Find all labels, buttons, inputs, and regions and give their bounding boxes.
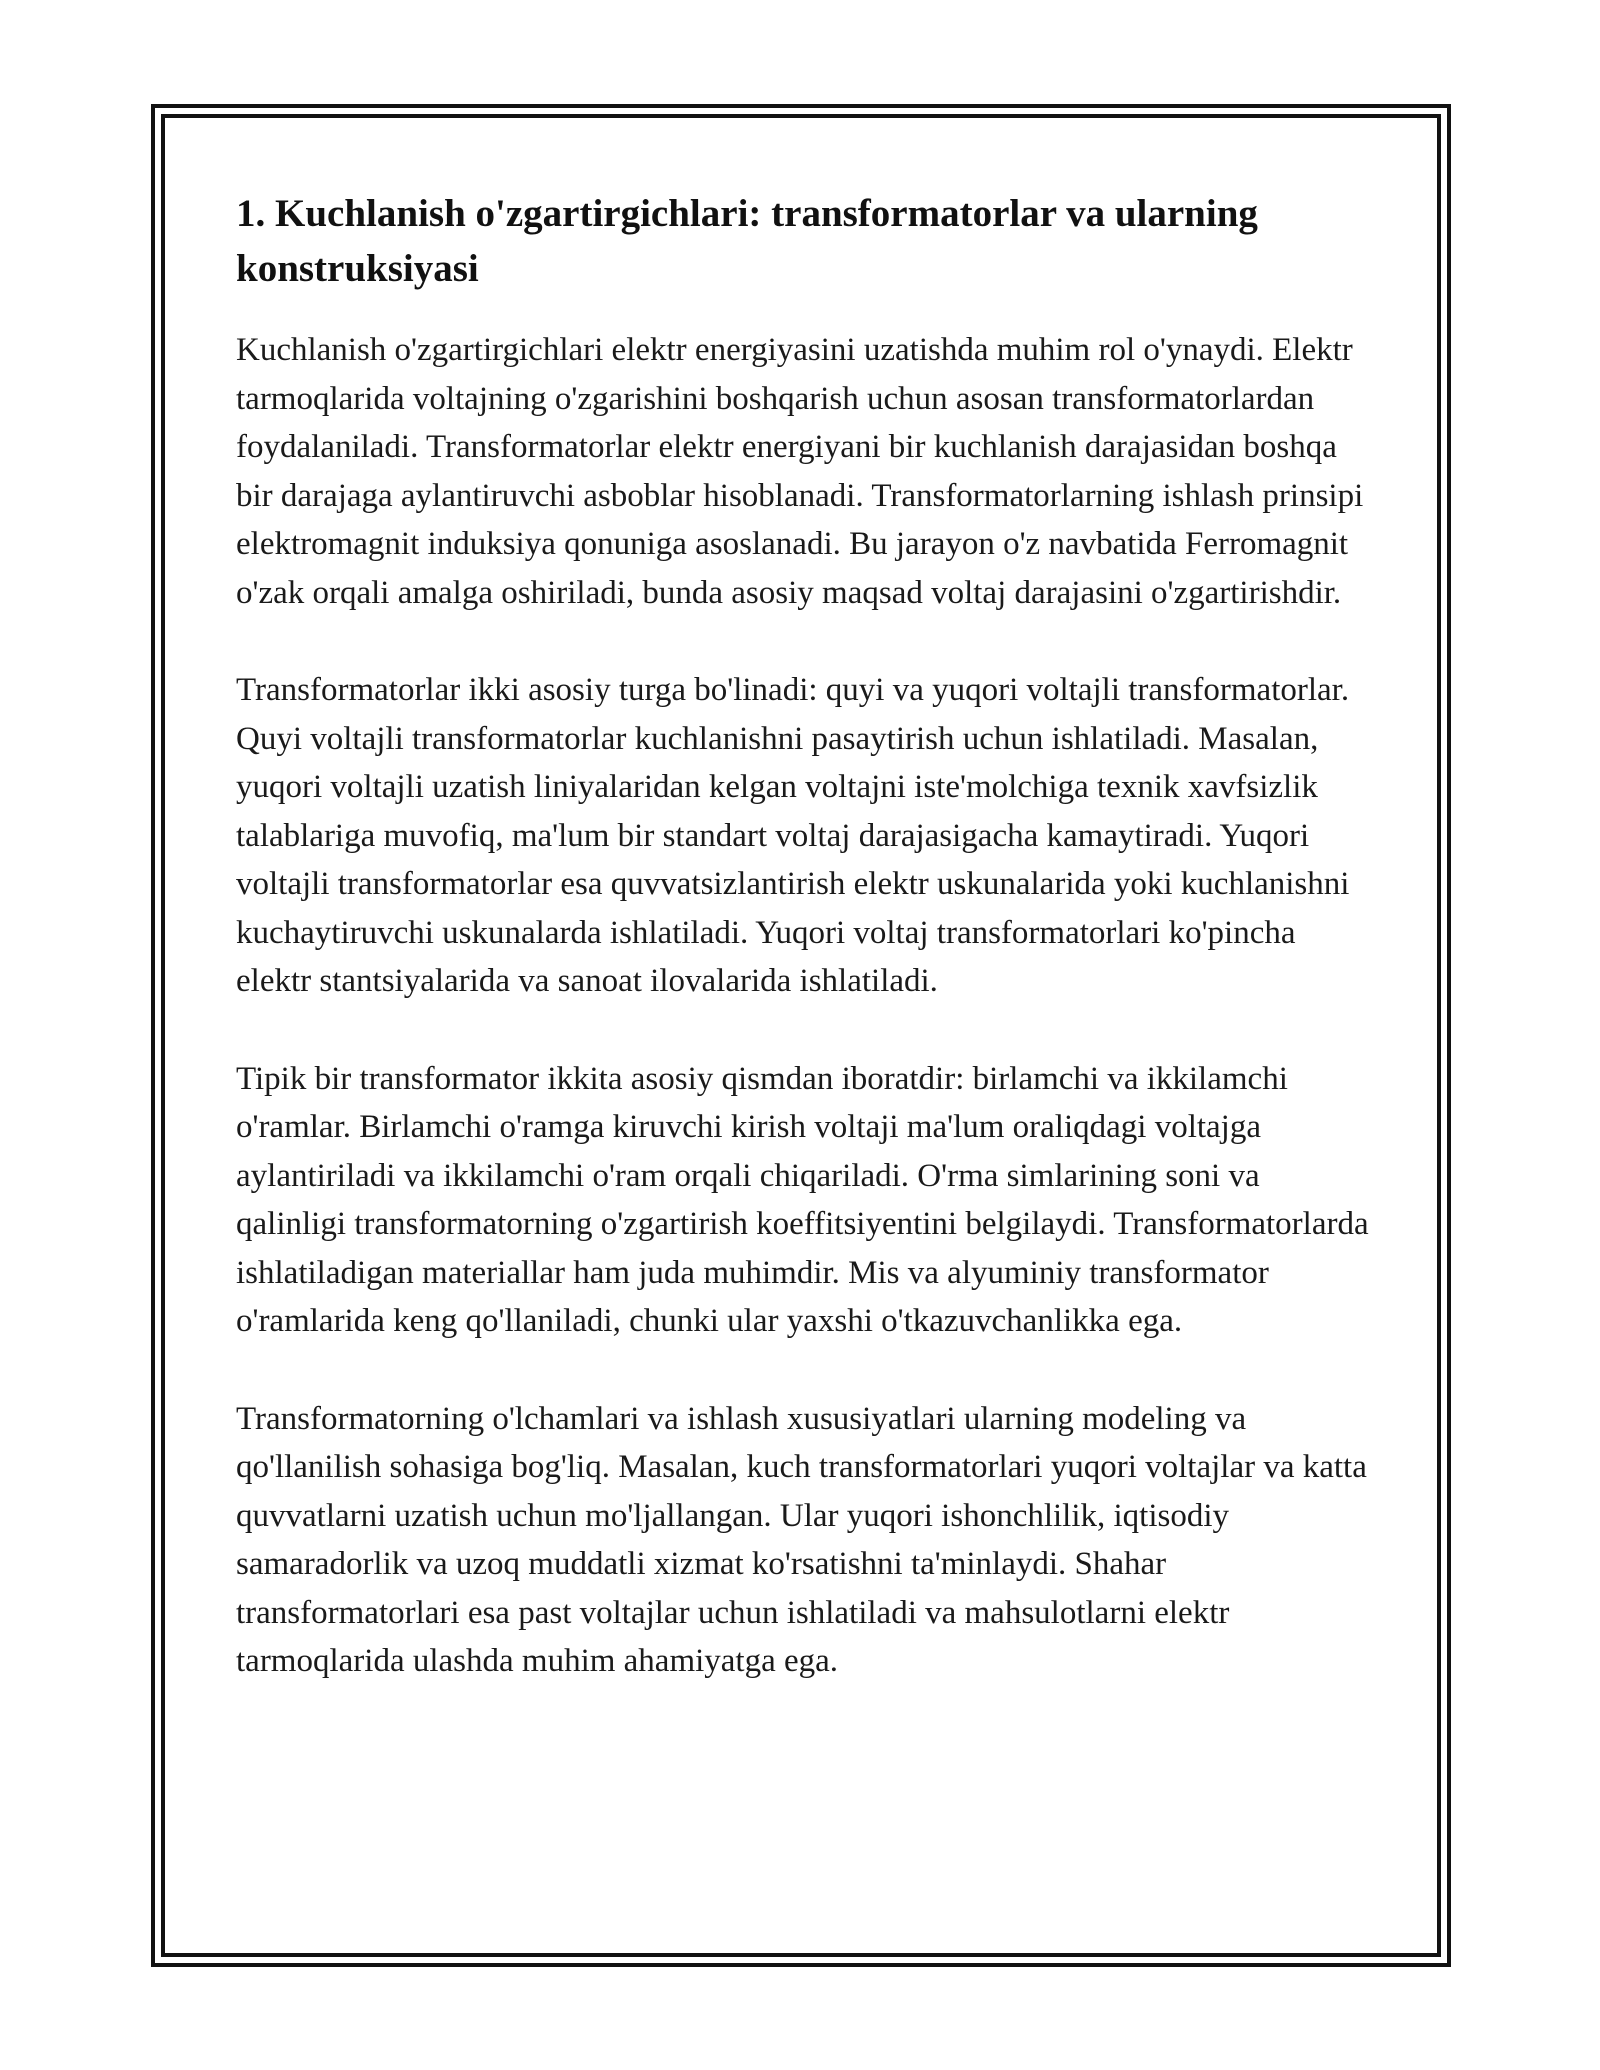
section-heading: 1. Kuchlanish o'zgartirgichlari: transformatorlar va ularning konstruksiyasi — [236, 192, 1258, 290]
paragraph-3: Tipik bir transformator ikkita asosiy qismdan iboratdir: birlamchi va ikkilamchi o'ramlar. Birlamchi o'ramga kiruvchi kirish voltaji ma'lum oraliqdagi voltajga aylantiriladi va ikkilamchi o'ram orqali chiqariladi. O'rma simlarining soni va qalinligi transformatorning o'zgartirish koeffitsiyentini belgilaydi. Transformatorlarda ishlatiladigan materiallar ham juda muhimdir. Mis va alyuminiy transformator o'ramlarida keng qo'llaniladi, chunki ular yaxshi o'tkazuvchanlikka ega. — [236, 1060, 1369, 1339]
document-body — [236, 186, 1376, 1735]
paragraph-1: Kuchlanish o'zgartirgichlari elektr energiyasini uzatishda muhim rol o'ynaydi. Elektr tarmoqlarida voltajning o'zgarishini boshqarish uchun asosan transformatorlardan foydalaniladi. Transformatorlar elektr energiyani bir kuchlanish darajasidan boshqa bir darajaga aylantiruvchi asboblar hisoblanadi. Transformatorlarning ishlash prinsipi elektromagnit induksiya qonuniga asoslanadi. Bu jarayon o'z navbatida Ferromagnit o'zak orqali amalga oshiriladi, bunda asosiy maqsad voltaj darajasini o'zgartirishdir. — [236, 332, 1364, 611]
paragraph-2: Transformatorlar ikki asosiy turga bo'linadi: quyi va yuqori voltajli transformatorlar. Quyi voltajli transformatorlar kuchlanishni pasaytirish uchun ishlatiladi. Masalan, yuqori voltajli uzatish liniyalaridan kelgan voltajni iste'molchiga texnik xavfsizlik talablariga muvofiq, ma'lum bir standart voltaj darajasigacha kamaytiradi. Yuqori voltajli transformatorlar esa quvvatsizlantirish elektr uskunalarida yoki kuchlanishni kuchaytiruvchi uskunalarda ishlatiladi. Yuqori voltaj transformatorlari ko'pincha elektr stantsiyalarida va sanoat ilovalarida ishlatiladi. — [236, 672, 1350, 999]
paragraph-4: Transformatorning o'lchamlari va ishlash xususiyatlari ularning modeling va qo'llanilish sohasiga bog'liq. Masalan, kuch transformatorlari yuqori voltajlar va katta quvvatlarni uzatish uchun mo'ljallangan. Ular yuqori ishonchlilik, iqtisodiy samaradorlik va uzoq muddatli xizmat ko'rsatishni ta'minlaydi. Shahar transformatorlari esa past voltajlar uchun ishlatiladi va mahsulotlarni elektr tarmoqlarida ulashda muhim ahamiyatga ega. — [236, 1400, 1367, 1679]
